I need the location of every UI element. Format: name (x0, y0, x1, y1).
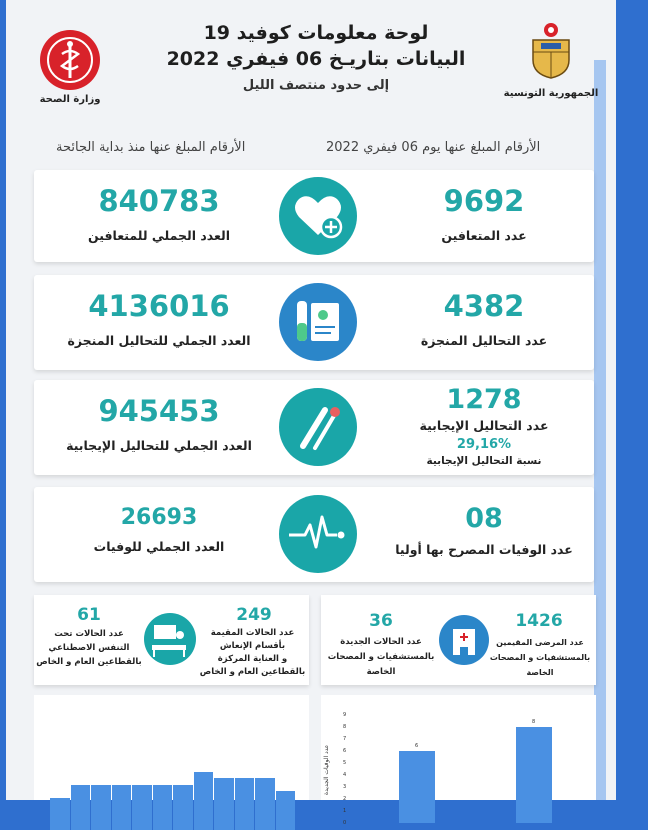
dashboard-page (6, 0, 616, 800)
heartbeat-icon (279, 495, 357, 573)
inpatients-label-line: عدد المرضى المقيمين (484, 635, 596, 650)
chart-right (321, 695, 596, 800)
icu-label (196, 627, 309, 679)
daily-deaths-label: عدد الوفيات المصرح بها أوليا (394, 542, 574, 557)
ventilated-value: 61 (54, 605, 124, 625)
inpatients-value: 1426 (499, 611, 579, 631)
ministry-emblem-icon (40, 30, 100, 90)
data-date: البيانات بتاريـخ 06 فيفري 2022 (156, 48, 476, 70)
daily-recovered-label: عدد المتعافين (394, 228, 574, 243)
right-chart-ytick: 2 (343, 796, 346, 802)
daily-positive-label: عدد التحاليل الإيجابية (394, 418, 574, 433)
total-recovered-value: 840783 (64, 184, 254, 218)
left-chart-bar (173, 785, 193, 830)
daily-positive-value: 1278 (394, 384, 574, 415)
swab-icon (279, 388, 357, 466)
icu-card (34, 595, 309, 685)
total-recovered-label: العدد الجملي للمتعافين (64, 228, 254, 243)
total-deaths-label: العدد الجملي للوفيات (64, 539, 254, 554)
right-chart-bar (399, 751, 435, 823)
left-chart-bar (255, 778, 275, 830)
hospitalized-card (321, 595, 596, 685)
right-chart-data-label: 6 (415, 743, 418, 749)
inpatients-label-line: بالمستشفيات و المصحات الخاصة (484, 650, 596, 680)
tests-card (34, 275, 594, 370)
right-chart-ytick: 0 (343, 820, 346, 826)
left-chart-bar (235, 778, 255, 830)
positivity-rate-value: 29,16% (394, 437, 574, 452)
new-hospitalized-label (321, 635, 441, 680)
ventilated-label (34, 627, 144, 669)
daily-deaths-value: 08 (394, 503, 574, 534)
test-kit-icon (279, 283, 357, 361)
deaths-card (34, 487, 594, 582)
total-tests-label: العدد الجملي للتحاليل المنجزة (64, 333, 254, 348)
total-tests-value: 4136016 (64, 289, 254, 323)
right-chart-ytick: 3 (343, 784, 346, 790)
dashboard-title: لوحة معلومات كوفيد 19 (156, 22, 476, 44)
right-chart-bar (516, 727, 552, 823)
hospital-icon (439, 615, 489, 665)
right-chart-data-label: 8 (532, 719, 535, 725)
left-chart-bar (132, 785, 152, 830)
positive-tests-card (34, 380, 594, 475)
daily-tests-value: 4382 (394, 289, 574, 323)
right-chart-ytick: 4 (343, 772, 346, 778)
right-chart-ytick: 9 (343, 712, 346, 718)
ministry-logo (30, 30, 110, 105)
right-chart-ytick: 5 (343, 760, 346, 766)
icu-label-line: و العناية المركزة (196, 653, 309, 666)
left-chart-bar (194, 772, 214, 830)
left-chart-bar (112, 785, 132, 830)
icu-bed-icon (144, 613, 196, 665)
left-chart-bar (71, 785, 91, 830)
ventilated-label-line: بالقطاعين العام و الخاص (34, 655, 144, 669)
data-cutoff: إلى حدود منتصف الليل (156, 78, 476, 93)
left-chart-bar (153, 785, 173, 830)
heart-plus-icon (279, 177, 357, 255)
ventilated-label-line: التنفس الاصطناعي (34, 641, 144, 655)
cumulative-column-title: الأرقام المبلغ عنها منذ بداية الجائحة (56, 140, 245, 155)
right-chart-ytick: 1 (343, 808, 346, 814)
left-chart-bar (91, 785, 111, 830)
total-positive-value: 945453 (64, 394, 254, 428)
coat-of-arms-icon (528, 22, 574, 80)
ministry-name: وزارة الصحة (30, 94, 110, 105)
icu-value: 249 (219, 605, 289, 625)
recovered-card (34, 170, 594, 262)
decorative-stripe (594, 60, 606, 800)
inpatients-label (484, 635, 596, 680)
positivity-rate-label: نسبة التحاليل الإيجابية (394, 455, 574, 467)
right-chart-ylabel: عدد الوفيات الجديدة (323, 715, 337, 795)
right-chart-ytick: 6 (343, 748, 346, 754)
daily-tests-label: عدد التحاليل المنجزة (394, 333, 574, 348)
right-chart-ytick: 7 (343, 736, 346, 742)
chart-left (34, 695, 309, 800)
daily-column-title: الأرقام المبلغ عنها يوم 06 فيفري 2022 (326, 140, 540, 155)
right-chart-ytick: 8 (343, 724, 346, 730)
icu-label-line: بالقطاعين العام و الخاص (196, 666, 309, 679)
icu-label-line: عدد الحالات المقيمة (196, 627, 309, 640)
new-hospitalized-label-line: بالمستشفيات و المصحات الخاصة (321, 650, 441, 680)
left-chart-bar (50, 798, 70, 830)
left-chart-bar (276, 791, 296, 830)
left-chart-bar (214, 778, 234, 830)
total-deaths-value: 26693 (64, 505, 254, 530)
ventilated-label-line: عدد الحالات تحت (34, 627, 144, 641)
daily-recovered-value: 9692 (394, 184, 574, 218)
header (6, 0, 616, 125)
icu-label-line: بأقسام الإنعاش (196, 640, 309, 653)
total-positive-label: العدد الجملي للتحاليل الإيجابية (64, 438, 254, 453)
new-hospitalized-label-line: عدد الحالات الجديدة (321, 635, 441, 650)
republic-logo (496, 22, 606, 99)
republic-name: الجمهورية التونسية (496, 88, 606, 99)
new-hospitalized-value: 36 (351, 611, 411, 631)
